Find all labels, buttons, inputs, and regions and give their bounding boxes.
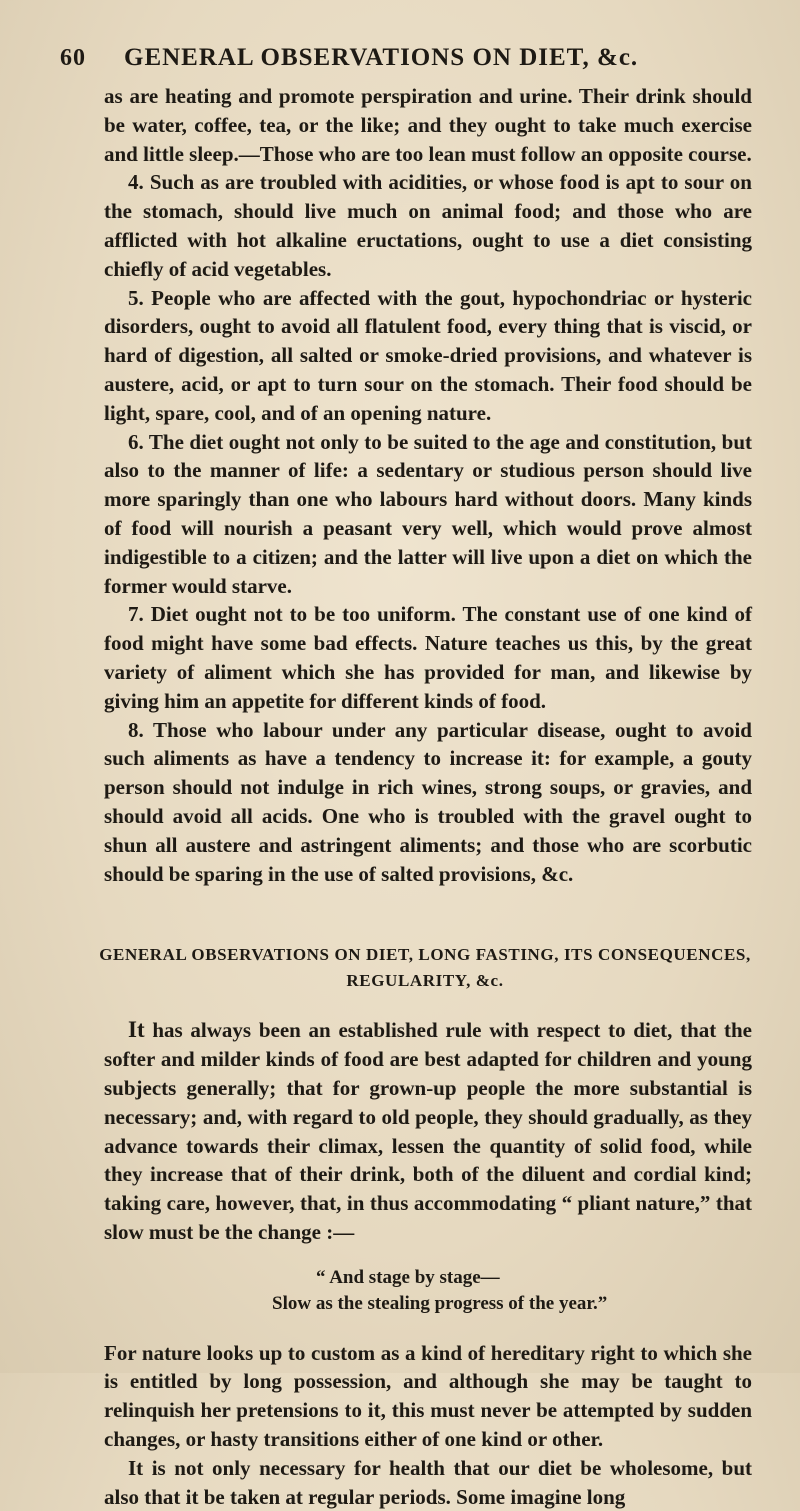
section-heading-line1: GENERAL OBSERVATIONS ON DIET, LONG FASTING, ITS CONSEQUENCES,	[99, 945, 751, 965]
paragraph-rule-5: 5. People who are affected with the gout, hypochondriac or hysteric disorders, ought to avoid all flatulent food, every thing that is viscid, or hard of digestion, all salted or smoke-dried provisions, and whatever is austere, acid, or apt to turn sour on the stomach. Their food should be light, spare, cool, and of an opening nature.	[104, 285, 752, 425]
paragraph-rule-6: 6. The diet ought not only to be suited to the age and constitution, but also to the manner of life: a sedentary or studious person should live more sparingly than one who labours hard without doors. Many kinds of food will nourish a peasant very well, which would prove almost indigestible to a citizen; and the latter will live upon a diet on which the former would starve.	[104, 429, 752, 598]
body-text-top	[104, 82, 752, 888]
verse-quote	[104, 1265, 752, 1317]
section-opening-paragraph	[104, 1016, 752, 1246]
section-heading	[98, 942, 752, 994]
running-title: GENERAL OBSERVATIONS ON DIET, &c.	[124, 44, 639, 71]
opening-word: It	[128, 1017, 145, 1043]
running-head	[60, 44, 752, 72]
page-number: 60	[60, 45, 86, 71]
paragraph-rule-7: 7. Diet ought not to be too uniform. The constant use of one kind of food might have some bad effects. Nature teaches us this, by the great variety of aliment which she has provided for man, and likewise by giving him an appetite for different kinds of food.	[104, 602, 752, 713]
body-text-bottom	[104, 1339, 752, 1511]
paragraph-regular-periods: It is not only necessary for health that our diet be wholesome, but also that it be taken at regular periods. Some imagine long	[104, 1455, 752, 1509]
paragraph-rule-4: 4. Such as are troubled with acidities, or whose food is apt to sour on the stomach, should live much on animal food; and those who are afflicted with hot alkaline eructations, ought to use a diet consisting chiefly of acid vegetables.	[104, 170, 752, 281]
quote-line-2: Slow as the stealing progress of the year.”	[272, 1292, 608, 1314]
paragraph-nature-custom: For nature looks up to custom as a kind of hereditary right to which she is entitled by long possession, and although she may be taught to relinquish her pretensions to it, this must never be attempted by sudden changes, or hasty transitions either of one kind or other.	[104, 1340, 752, 1452]
section-heading-line2: REGULARITY, &c.	[346, 971, 504, 991]
paragraph-continuation: as are heating and promote perspiration and urine. Their drink should be water, coffee, tea, or the like; and they ought to take much exercise and little sleep.—Those who are too lean must follow an opposite course.	[104, 84, 752, 166]
paragraph-rule-8: 8. Those who labour under any particular disease, ought to avoid such aliments as have a tendency to increase it: for example, a gouty person should not indulge in rich wines, strong soups, or gravies, and should avoid all acids. One who is troubled with the gravel ought to shun all austere and astringent aliments; and those who are scorbutic should be sparing in the use of salted provisions, &c.	[104, 717, 752, 886]
opening-text: has always been an established rule with respect to diet, that the softer and milder kinds of food are best adapted for children and young subjects generally; that for grown-up people the more substantial is necessary; and, with regard to old people, they should gradually, as they advance towards their climax, lessen the quantity of solid food, while they increase that of their drink, both of the diluent and cordial kind; taking care, however, that, in thus accommodating “ pliant nature,” that slow must be the change :—	[104, 1018, 752, 1244]
body-text-section	[104, 1016, 752, 1246]
quote-line-1: “ And stage by stage—	[316, 1266, 500, 1288]
